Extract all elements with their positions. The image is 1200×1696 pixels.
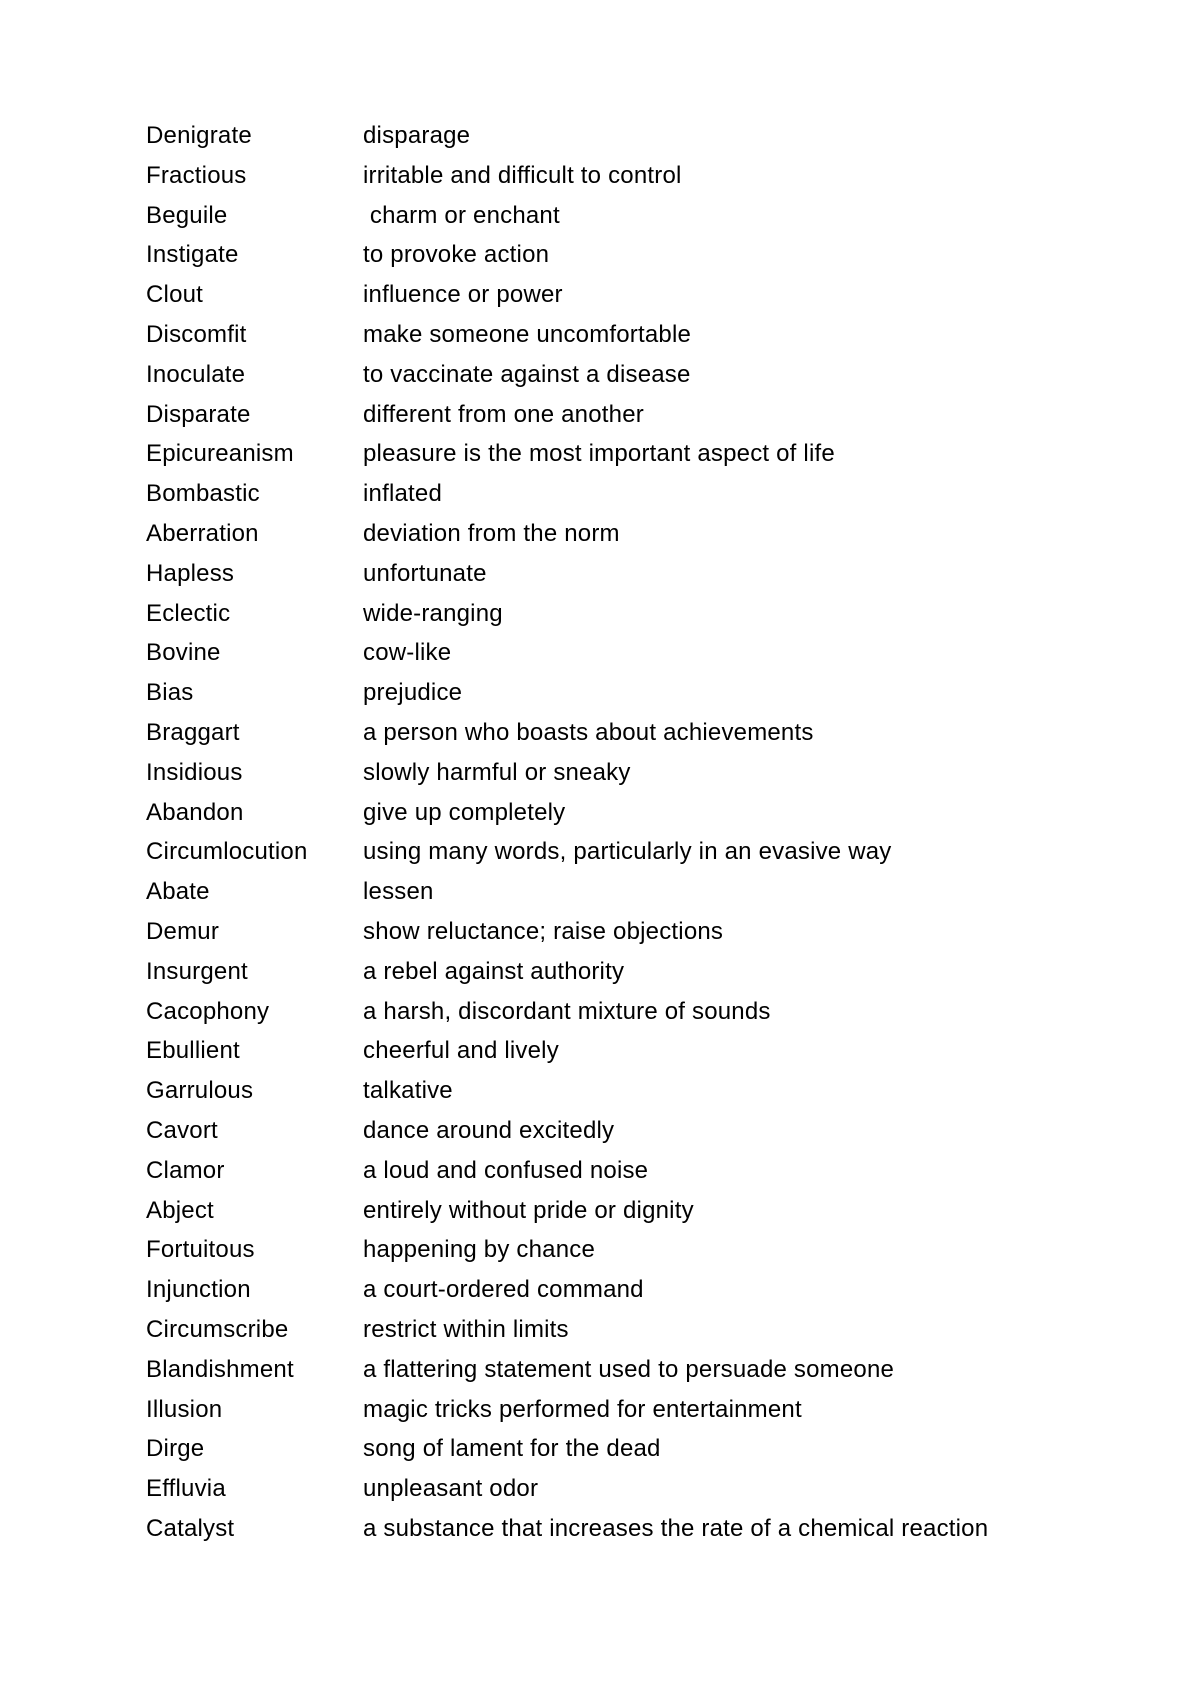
vocab-term: Disparate [146, 400, 251, 428]
vocab-definition: cow-like [363, 639, 452, 667]
vocab-term: Denigrate [146, 122, 252, 149]
vocab-row [146, 559, 1146, 599]
vocab-term: Dirge [146, 1435, 205, 1463]
vocab-definition: entirely without pride or dignity [363, 1196, 694, 1224]
vocab-term: Instigate [146, 241, 239, 269]
vocab-definition: unfortunate [363, 559, 487, 587]
vocab-row [146, 519, 1146, 559]
vocab-term: Hapless [146, 559, 235, 587]
vocab-row [146, 1395, 1146, 1435]
vocab-definition: deviation from the norm [363, 519, 620, 547]
vocab-definition: a flattering statement used to persuade someone [363, 1355, 895, 1383]
vocab-term: Epicureanism [146, 440, 294, 468]
vocab-definition: magic tricks performed for entertainment [363, 1395, 802, 1423]
vocab-term: Blandishment [146, 1355, 294, 1383]
vocab-definition: using many words, particularly in an evasive way [363, 838, 892, 866]
vocab-term: Abate [146, 878, 210, 906]
vocab-term: Aberration [146, 519, 259, 547]
vocab-row [146, 1196, 1146, 1236]
vocab-definition: a substance that increases the rate of a chemical reaction [363, 1514, 989, 1542]
vocab-row [146, 678, 1146, 718]
vocab-row [146, 599, 1146, 639]
vocab-definition: unpleasant odor [363, 1475, 539, 1503]
vocab-row [146, 320, 1146, 360]
vocab-row [146, 758, 1146, 798]
vocab-term: Catalyst [146, 1514, 235, 1542]
vocab-term: Discomfit [146, 320, 247, 348]
vocab-term: Inoculate [146, 360, 246, 388]
vocab-definition: cheerful and lively [363, 1037, 559, 1065]
vocab-definition: happening by chance [363, 1236, 595, 1264]
vocab-definition: restrict within limits [363, 1315, 569, 1343]
vocab-row [146, 718, 1146, 758]
vocab-term: Eclectic [146, 599, 231, 627]
vocab-row [146, 400, 1146, 440]
vocab-row [146, 1036, 1146, 1076]
vocab-term: Bombastic [146, 480, 260, 508]
vocab-term: Insurgent [146, 957, 248, 985]
vocab-row [146, 1235, 1146, 1275]
vocab-row [146, 1076, 1146, 1116]
vocab-definition: talkative [363, 1077, 453, 1105]
vocab-definition: a rebel against authority [363, 957, 625, 985]
vocab-term: Bias [146, 679, 194, 707]
vocab-definition: a harsh, discordant mixture of sounds [363, 997, 771, 1025]
vocab-term: Circumlocution [146, 838, 308, 866]
vocab-term: Clamor [146, 1156, 225, 1184]
vocab-definition: a person who boasts about achievements [363, 718, 814, 746]
vocab-term: Cavort [146, 1116, 218, 1144]
vocab-row [146, 161, 1146, 201]
vocab-definition: slowly harmful or sneaky [363, 758, 631, 786]
vocab-definition: song of lament for the dead [363, 1435, 661, 1463]
vocab-definition: to vaccinate against a disease [363, 360, 691, 388]
vocab-row [146, 439, 1146, 479]
vocab-definition: irritable and difficult to control [363, 161, 682, 189]
vocab-term: Demur [146, 917, 220, 945]
vocab-term: Braggart [146, 718, 240, 746]
vocab-term: Illusion [146, 1395, 223, 1423]
vocab-term: Circumscribe [146, 1315, 289, 1343]
vocab-row [146, 1355, 1146, 1395]
vocab-row [146, 360, 1146, 400]
vocab-row [146, 1275, 1146, 1315]
vocab-definition: influence or power [363, 281, 563, 309]
vocab-definition: inflated [363, 480, 442, 508]
vocab-term: Fractious [146, 161, 247, 189]
vocab-row [146, 240, 1146, 280]
vocab-row [146, 1514, 1146, 1554]
vocab-definition: a court-ordered command [363, 1276, 644, 1304]
vocab-term: Effluvia [146, 1475, 226, 1503]
vocab-term: Clout [146, 281, 204, 309]
vocab-row [146, 917, 1146, 957]
vocab-row [146, 280, 1146, 320]
vocab-term: Fortuitous [146, 1236, 255, 1264]
vocab-definition: prejudice [363, 679, 463, 707]
vocab-row [146, 798, 1146, 838]
vocab-definition: a loud and confused noise [363, 1156, 649, 1184]
vocab-row [146, 479, 1146, 519]
vocab-term: Abandon [146, 798, 244, 826]
vocab-definition: disparage [363, 122, 471, 149]
vocab-definition: show reluctance; raise objections [363, 917, 724, 945]
vocab-row [146, 1315, 1146, 1355]
vocab-row [146, 1156, 1146, 1196]
vocab-definition: to provoke action [363, 241, 550, 269]
vocab-definition: wide-ranging [363, 599, 503, 627]
vocab-definition: make someone uncomfortable [363, 320, 692, 348]
vocab-definition: dance around excitedly [363, 1116, 615, 1144]
vocab-row [146, 1434, 1146, 1474]
vocab-definition: pleasure is the most important aspect of life [363, 440, 835, 468]
vocab-row [146, 638, 1146, 678]
vocab-term: Insidious [146, 758, 243, 786]
vocab-definition: different from one another [363, 400, 644, 428]
vocab-definition: charm or enchant [363, 201, 560, 229]
vocab-term: Garrulous [146, 1077, 254, 1105]
vocabulary-list [146, 121, 1146, 1554]
vocab-row [146, 997, 1146, 1037]
vocab-row [146, 1116, 1146, 1156]
vocab-term: Bovine [146, 639, 221, 667]
vocab-row [146, 121, 1146, 161]
vocab-row [146, 201, 1146, 241]
vocab-definition: give up completely [363, 798, 566, 826]
vocab-row [146, 957, 1146, 997]
vocab-row [146, 837, 1146, 877]
vocab-term: Cacophony [146, 997, 270, 1025]
vocab-definition: lessen [363, 878, 434, 906]
vocab-row [146, 1474, 1146, 1514]
vocab-term: Ebullient [146, 1037, 240, 1065]
vocab-row [146, 877, 1146, 917]
vocab-term: Injunction [146, 1276, 251, 1304]
vocab-term: Beguile [146, 201, 228, 229]
vocab-term: Abject [146, 1196, 214, 1224]
